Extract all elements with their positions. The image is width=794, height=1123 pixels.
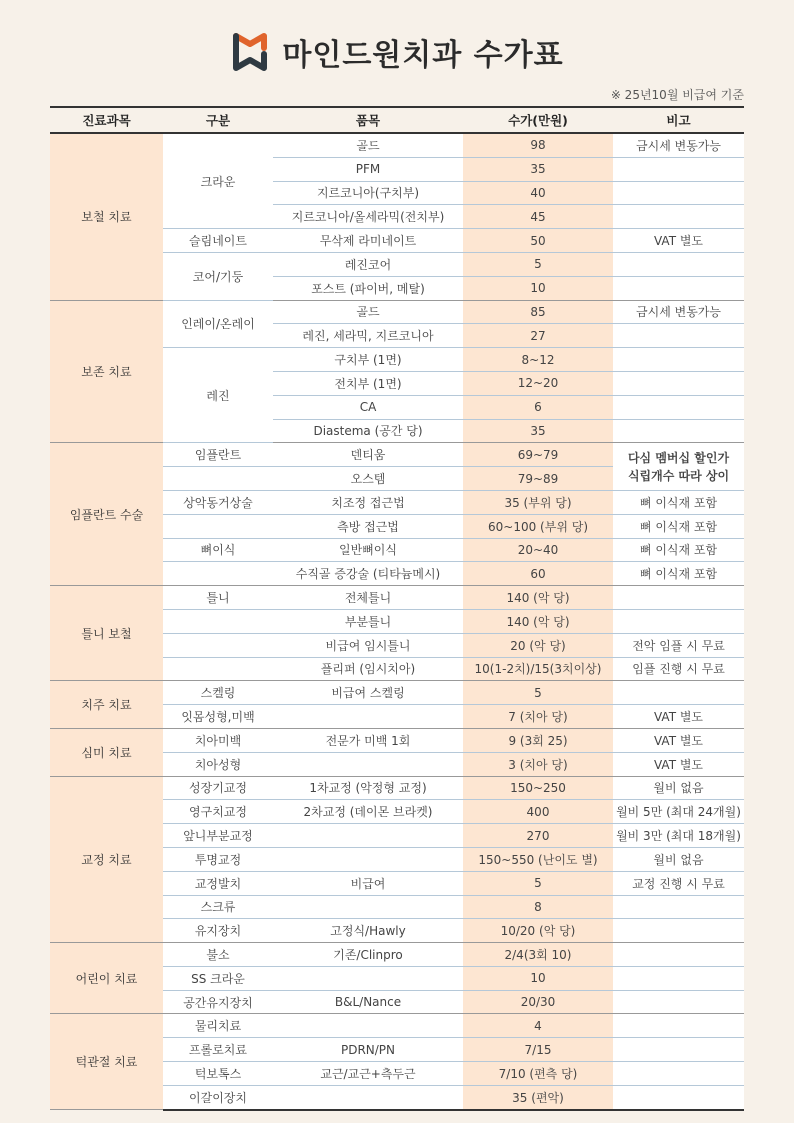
subcategory-cell: 스크류 [163, 895, 273, 919]
remark-cell: 임플 진행 시 무료 [613, 657, 744, 681]
price-cell: 20~40 [463, 538, 613, 562]
item-cell [273, 705, 463, 729]
subcategory-cell: 턱보톡스 [163, 1062, 273, 1086]
item-cell: B&L/Nance [273, 990, 463, 1014]
price-cell: 45 [463, 205, 613, 229]
price-cell: 8~12 [463, 348, 613, 372]
item-cell: 골드 [273, 300, 463, 324]
price-cell: 140 (악 당) [463, 586, 613, 610]
item-cell: 골드 [273, 133, 463, 157]
item-cell: 측방 접근법 [273, 514, 463, 538]
remark-cell [613, 348, 744, 372]
remark-cell: 전악 임플 시 무료 [613, 633, 744, 657]
subcategory-cell: SS 크라운 [163, 966, 273, 990]
remark-cell [613, 395, 744, 419]
price-cell: 9 (3회 25) [463, 728, 613, 752]
category-cell: 보존 치료 [50, 300, 163, 443]
subcategory-cell: 뼈이식 [163, 538, 273, 562]
item-cell: 전치부 (1면) [273, 371, 463, 395]
item-cell: 비급여 [273, 871, 463, 895]
remark-cell [613, 966, 744, 990]
price-cell: 12~20 [463, 371, 613, 395]
remark-cell [613, 895, 744, 919]
price-cell: 35 (편악) [463, 1085, 613, 1109]
remark-cell: 다심 멤버십 할인가 식립개수 따라 상이 [613, 443, 744, 491]
item-cell [273, 1014, 463, 1038]
subcategory-cell: 잇몸성형,미백 [163, 705, 273, 729]
item-cell: 오스템 [273, 467, 463, 491]
table-row [50, 681, 744, 705]
subcategory-cell: 임플란트 [163, 443, 273, 467]
item-cell: Diastema (공간 당) [273, 419, 463, 443]
item-cell: 플리퍼 (임시치아) [273, 657, 463, 681]
item-cell: 고정식/Hawly [273, 919, 463, 943]
item-cell: 기존/Clinpro [273, 943, 463, 967]
remark-cell [613, 943, 744, 967]
price-cell: 140 (악 당) [463, 609, 613, 633]
subcategory-cell [163, 514, 273, 538]
table-row [50, 776, 744, 800]
item-cell: 치조정 접근법 [273, 490, 463, 514]
subcategory-cell: 성장기교정 [163, 776, 273, 800]
table-row [50, 300, 744, 324]
table-row [50, 1014, 744, 1038]
price-cell: 10/20 (악 당) [463, 919, 613, 943]
price-cell: 27 [463, 324, 613, 348]
column-header: 수가(만원) [463, 107, 613, 133]
item-cell: 교근/교근+측두근 [273, 1062, 463, 1086]
remark-cell [613, 371, 744, 395]
item-cell: 전체틀니 [273, 586, 463, 610]
item-cell [273, 752, 463, 776]
price-cell: 4 [463, 1014, 613, 1038]
item-cell [273, 847, 463, 871]
item-cell: 수직골 증강술 (티타늄메시) [273, 562, 463, 586]
table-body [50, 133, 744, 1110]
item-cell: 부분틀니 [273, 609, 463, 633]
remark-cell [613, 681, 744, 705]
category-cell: 교정 치료 [50, 776, 163, 943]
remark-cell [613, 1062, 744, 1086]
item-cell [273, 824, 463, 848]
item-cell: PDRN/PN [273, 1038, 463, 1062]
item-cell: PFM [273, 157, 463, 181]
category-cell: 보철 치료 [50, 133, 163, 300]
subcategory-cell: 상악동거상술 [163, 490, 273, 514]
category-cell: 치주 치료 [50, 681, 163, 729]
subcategory-cell: 스켈링 [163, 681, 273, 705]
price-cell: 85 [463, 300, 613, 324]
item-cell: 무삭제 라미네이트 [273, 229, 463, 253]
column-header: 진료과목 [50, 107, 163, 133]
remark-cell [613, 609, 744, 633]
price-table [50, 106, 744, 1111]
subcategory-cell: 치아미백 [163, 728, 273, 752]
remark-cell: 금시세 변동가능 [613, 133, 744, 157]
remark-cell: 월비 없음 [613, 776, 744, 800]
category-cell: 임플란트 수술 [50, 443, 163, 586]
item-cell: 덴티움 [273, 443, 463, 467]
subcategory-cell: 크라운 [163, 133, 273, 229]
price-cell: 20 (악 당) [463, 633, 613, 657]
remark-cell: VAT 별도 [613, 705, 744, 729]
remark-cell [613, 1014, 744, 1038]
table-row [50, 443, 744, 467]
price-cell: 60~100 (부위 당) [463, 514, 613, 538]
price-cell: 69~79 [463, 443, 613, 467]
remark-cell: VAT 별도 [613, 752, 744, 776]
page-title: 마인드원치과 수가표 [282, 38, 564, 73]
price-cell: 8 [463, 895, 613, 919]
item-cell: 지르코니아(구치부) [273, 181, 463, 205]
item-cell: 레진코어 [273, 252, 463, 276]
subcategory-cell: 프롤로치료 [163, 1038, 273, 1062]
price-cell: 40 [463, 181, 613, 205]
subcategory-cell: 불소 [163, 943, 273, 967]
item-cell: 지르코니아/올세라믹(전치부) [273, 205, 463, 229]
remark-cell: 뼈 이식재 포함 [613, 538, 744, 562]
subcategory-cell: 슬림네이트 [163, 229, 273, 253]
remark-cell: VAT 별도 [613, 728, 744, 752]
table-row [50, 586, 744, 610]
remark-cell [613, 1038, 744, 1062]
subcategory-cell [163, 467, 273, 491]
item-cell: 비급여 임시틀니 [273, 633, 463, 657]
item-cell: 구치부 (1면) [273, 348, 463, 372]
subcategory-cell [163, 609, 273, 633]
price-cell: 2/4(3회 10) [463, 943, 613, 967]
remark-cell: 뼈 이식재 포함 [613, 562, 744, 586]
subcategory-cell: 코어/기둥 [163, 252, 273, 300]
clinic-logo-icon [230, 30, 270, 74]
price-cell: 35 (부위 당) [463, 490, 613, 514]
table-row [50, 728, 744, 752]
page-header [0, 24, 794, 80]
remark-cell [613, 419, 744, 443]
category-cell: 심미 치료 [50, 728, 163, 776]
remark-cell: 뼈 이식재 포함 [613, 490, 744, 514]
remark-cell [613, 181, 744, 205]
subcategory-cell [163, 657, 273, 681]
column-header: 품목 [273, 107, 463, 133]
item-cell: 일반뼈이식 [273, 538, 463, 562]
remark-cell [613, 324, 744, 348]
price-cell: 20/30 [463, 990, 613, 1014]
price-cell: 400 [463, 800, 613, 824]
item-cell: CA [273, 395, 463, 419]
subcategory-cell: 인레이/온레이 [163, 300, 273, 348]
remark-cell: VAT 별도 [613, 229, 744, 253]
price-cell: 10(1-2치)/15(3치이상) [463, 657, 613, 681]
subcategory-cell: 물리치료 [163, 1014, 273, 1038]
remark-cell: 금시세 변동가능 [613, 300, 744, 324]
remark-cell [613, 586, 744, 610]
price-cell: 10 [463, 966, 613, 990]
column-header: 비고 [613, 107, 744, 133]
price-cell: 98 [463, 133, 613, 157]
item-cell [273, 895, 463, 919]
subcategory-cell [163, 633, 273, 657]
category-cell: 틀니 보철 [50, 586, 163, 681]
price-cell: 270 [463, 824, 613, 848]
remark-cell: 교정 진행 시 무료 [613, 871, 744, 895]
price-cell: 5 [463, 681, 613, 705]
price-cell: 60 [463, 562, 613, 586]
price-cell: 35 [463, 157, 613, 181]
price-basis-note: ※ 25년10월 비급여 기준 [610, 88, 744, 102]
table-header-row [50, 107, 744, 133]
price-cell: 7 (치아 당) [463, 705, 613, 729]
item-cell: 포스트 (파이버, 메탈) [273, 276, 463, 300]
price-cell: 35 [463, 419, 613, 443]
remark-cell [613, 1085, 744, 1109]
price-cell: 50 [463, 229, 613, 253]
subcategory-cell: 레진 [163, 348, 273, 443]
remark-cell: 월비 없음 [613, 847, 744, 871]
price-cell: 5 [463, 252, 613, 276]
item-cell: 레진, 세라믹, 지르코니아 [273, 324, 463, 348]
price-cell: 6 [463, 395, 613, 419]
remark-cell: 월비 3만 (최대 18개월) [613, 824, 744, 848]
subcategory-cell: 앞니부분교정 [163, 824, 273, 848]
subcategory-cell: 영구치교정 [163, 800, 273, 824]
remark-cell: 뼈 이식재 포함 [613, 514, 744, 538]
table-row [50, 943, 744, 967]
item-cell: 2차교정 (데이몬 브라켓) [273, 800, 463, 824]
price-cell: 7/10 (편측 당) [463, 1062, 613, 1086]
price-cell: 3 (치아 당) [463, 752, 613, 776]
subcategory-cell: 유지장치 [163, 919, 273, 943]
table-row [50, 133, 744, 157]
category-cell: 어린이 치료 [50, 943, 163, 1014]
category-cell: 턱관절 치료 [50, 1014, 163, 1110]
subcategory-cell: 투명교정 [163, 847, 273, 871]
item-cell [273, 1085, 463, 1109]
price-cell: 7/15 [463, 1038, 613, 1062]
subcategory-cell: 이갈이장치 [163, 1085, 273, 1109]
subcategory-cell: 틀니 [163, 586, 273, 610]
subcategory-cell: 공간유지장치 [163, 990, 273, 1014]
remark-cell [613, 919, 744, 943]
remark-cell [613, 252, 744, 276]
remark-cell: 월비 5만 (최대 24개월) [613, 800, 744, 824]
item-cell: 비급여 스켈링 [273, 681, 463, 705]
price-cell: 10 [463, 276, 613, 300]
price-cell: 79~89 [463, 467, 613, 491]
item-cell: 전문가 미백 1회 [273, 728, 463, 752]
subcategory-cell: 교정발치 [163, 871, 273, 895]
price-cell: 150~250 [463, 776, 613, 800]
remark-cell [613, 990, 744, 1014]
remark-cell [613, 276, 744, 300]
item-cell [273, 966, 463, 990]
subcategory-cell [163, 562, 273, 586]
price-cell: 150~550 (난이도 별) [463, 847, 613, 871]
remark-cell [613, 157, 744, 181]
column-header: 구분 [163, 107, 273, 133]
item-cell: 1차교정 (악정형 교정) [273, 776, 463, 800]
remark-cell [613, 205, 744, 229]
subcategory-cell: 치아성형 [163, 752, 273, 776]
price-cell: 5 [463, 871, 613, 895]
